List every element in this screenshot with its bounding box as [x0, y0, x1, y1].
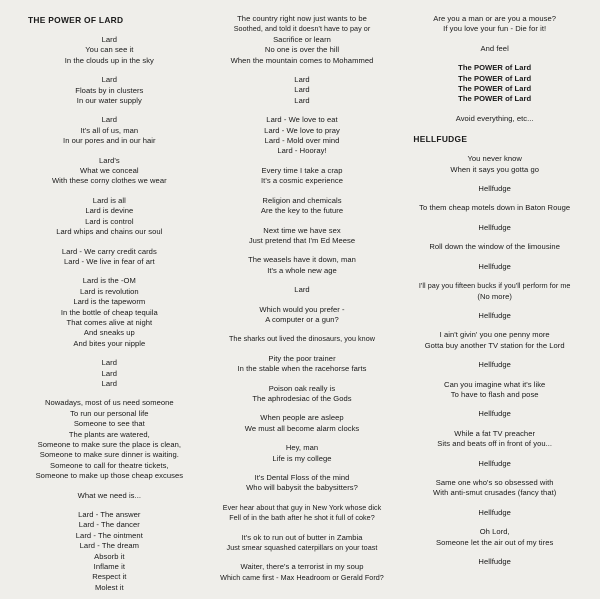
lyric-line: Lard: [294, 75, 310, 85]
lyric-line: Fell of in the bath after he shot it full of coke?: [229, 513, 375, 523]
lyric-line: Absorb it: [94, 551, 125, 561]
lyric-stanza: [403, 14, 586, 35]
lyric-line: Waiter, there's a terrorist in my soup: [240, 562, 364, 572]
lyric-line: Oh Lord,: [479, 527, 510, 537]
lyric-line: It's a cosmic experience: [261, 176, 343, 186]
lyric-stanza: [211, 533, 394, 554]
lyric-stanza: [211, 413, 394, 434]
lyric-line: Hellfudge: [478, 222, 511, 232]
lyric-line: Hellfudge: [478, 261, 511, 271]
section-heading: HELLFUDGE: [413, 134, 468, 145]
lyric-stanza: [211, 196, 394, 217]
lyric-line: In the clouds up in the sky: [64, 55, 154, 65]
lyric-stanza: [18, 398, 201, 481]
lyric-line: Lard: [101, 378, 118, 388]
lyric-line: Lard: [101, 115, 118, 125]
lyric-stanza: [18, 196, 201, 238]
lyrics-column-1: [14, 14, 201, 592]
lyric-stanza: [211, 562, 394, 583]
lyric-line: It's ok to run out of butter in Zambia: [241, 532, 363, 542]
lyric-stanza: [18, 115, 201, 146]
lyric-line: The POWER of Lard: [458, 73, 532, 83]
lyric-line: With anti-smut crusades (fancy that): [433, 488, 557, 498]
lyric-line: That comes alive at night: [66, 317, 153, 327]
lyric-line: Lard: [101, 358, 118, 368]
lyric-line: The POWER of Lard: [458, 84, 532, 94]
lyric-stanza: [211, 473, 394, 494]
lyric-stanza: [403, 429, 586, 450]
lyric-line: With these corny clothes we wear: [51, 176, 167, 186]
lyric-line: Lard is devine: [85, 206, 134, 216]
lyric-stanza: [403, 114, 586, 124]
lyric-line: Lard: [101, 35, 118, 44]
lyric-line: Lard: [101, 75, 118, 85]
lyric-line: Gotta buy another TV station for the Lord: [424, 340, 565, 350]
lyric-stanza: [211, 75, 394, 106]
lyric-line: Just smear squashed caterpillars on your toast: [226, 543, 378, 553]
lyric-line: We must all become alarm clocks: [244, 423, 360, 433]
lyric-line: Which would you prefer -: [259, 304, 345, 314]
lyric-line: Lard - Mold over mind: [264, 136, 340, 146]
lyric-line: It's Dental Floss of the mind: [254, 473, 350, 482]
lyric-line: Someone to make up those cheap excuses: [35, 471, 184, 481]
lyric-line: The plants are watered,: [68, 429, 150, 439]
lyric-stanza: [211, 14, 394, 66]
lyric-line: Someone let the air out of my tires: [435, 537, 554, 547]
lyric-line: Hellfudge: [478, 184, 511, 194]
lyric-line: When the mountain comes to Mohammed: [230, 55, 374, 65]
lyric-line: Hellfudge: [478, 409, 511, 419]
lyric-stanza: [403, 330, 586, 351]
lyric-line: Roll down the window of the limousine: [429, 242, 560, 252]
lyric-line: Someone to make sure dinner is waiting.: [39, 450, 179, 460]
lyric-line: In our water supply: [76, 96, 142, 106]
lyric-stanza: [403, 459, 586, 469]
lyric-line: Someone to make sure the place is clean,: [37, 440, 182, 449]
lyric-stanza: [18, 247, 201, 268]
lyric-stanza: [403, 184, 586, 194]
lyric-line: Lard: [294, 285, 310, 295]
lyric-line: The country right now just wants to be: [237, 14, 367, 23]
lyric-stanza: [18, 276, 201, 349]
lyric-line: Hellfudge: [478, 458, 511, 468]
lyric-stanza: [403, 380, 586, 401]
lyric-line: Hellfudge: [478, 310, 511, 320]
lyric-line: Lard is all: [92, 195, 126, 205]
lyric-line: Lard - We carry credit cards: [61, 246, 157, 256]
lyric-line: Lard - The dancer: [78, 520, 140, 530]
lyric-line: Poison oak really is: [268, 383, 336, 393]
lyric-line: In the stable when the racehorse farts: [237, 364, 367, 374]
lyric-line: Lard - The dream: [79, 541, 139, 551]
lyric-stanza: [403, 557, 586, 567]
lyric-stanza: [403, 478, 586, 499]
lyric-line: (No more): [477, 291, 512, 301]
lyric-stanza: [211, 285, 394, 295]
lyric-line: Life is my college: [272, 453, 332, 463]
lyric-line: Lard - We love to eat: [266, 115, 338, 125]
lyric-line: Inflame it: [93, 562, 125, 572]
lyric-line: When people are asleep: [260, 413, 344, 423]
lyric-line: Lard - We love to pray: [264, 125, 340, 135]
lyric-line: Lard whips and chains our soul: [56, 227, 163, 237]
lyric-line: While a fat TV preacher: [454, 428, 536, 438]
lyric-line: Every time I take a crap: [261, 165, 343, 175]
lyric-stanza: [211, 305, 394, 326]
lyric-stanza: [403, 154, 586, 175]
lyric-stanza: [403, 360, 586, 370]
lyric-line: What we conceal: [80, 166, 139, 176]
lyric-line: A computer or a gun?: [265, 314, 339, 324]
lyric-line: Soothed, and told it doesn't have to pay or: [233, 24, 371, 34]
lyric-line: Lard - We live in fear of art: [63, 256, 155, 266]
lyric-stanza: [211, 443, 394, 464]
lyric-stanza: [403, 409, 586, 419]
lyric-line: Are you a man or are you a mouse?: [433, 14, 557, 23]
lyric-stanza: [403, 203, 586, 213]
lyric-line: And feel: [480, 43, 509, 53]
lyric-line: Next time we have sex: [263, 225, 341, 235]
lyric-line: And bites your nipple: [73, 338, 146, 348]
lyric-line: Lard is control: [85, 216, 134, 226]
lyric-line: In our pores and in our hair: [63, 136, 156, 146]
lyric-line: I ain't givin' you one penny more: [439, 330, 550, 340]
lyric-stanza: [211, 226, 394, 247]
lyric-line: Same one who's so obsessed with: [435, 477, 554, 487]
lyric-stanza: [403, 223, 586, 233]
lyric-line: Ever hear about that guy in New York whose dick: [222, 502, 382, 512]
lyric-line: Lard is the tapeworm: [73, 297, 146, 307]
lyric-stanza: [403, 311, 586, 321]
lyric-line: Lard: [294, 95, 310, 105]
lyric-line: The POWER of Lard: [458, 63, 532, 73]
lyric-line: The sharks out lived the dinosaurs, you know: [228, 334, 376, 344]
lyric-line: No one is over the hill: [264, 45, 340, 55]
lyric-stanza: [211, 255, 394, 276]
lyrics-column-3: [403, 14, 586, 589]
lyric-stanza: [18, 358, 201, 389]
lyric-line: To run our personal life: [70, 408, 149, 418]
lyric-stanza: [211, 503, 394, 524]
lyric-stanza: [403, 281, 586, 302]
lyric-line: The weasels have it down, man: [248, 255, 356, 265]
lyric-line: Which came first - Max Headroom or Gerald Ford?: [220, 572, 384, 582]
lyric-line: Lard is the -OM: [82, 276, 136, 286]
lyrics-column-2: [211, 14, 394, 589]
lyric-line: Respect it: [92, 572, 127, 582]
lyric-line: When it says you gotta go: [450, 164, 539, 174]
lyric-stanza: [18, 510, 201, 593]
lyric-line: Lard - Hooray!: [277, 146, 327, 156]
section-heading: THE POWER OF LARD: [28, 15, 124, 25]
lyric-stanza: [403, 44, 586, 54]
lyric-line: Hellfudge: [478, 557, 511, 566]
lyric-line: Lard: [294, 85, 310, 95]
lyric-line: Sits and beats off in front of you...: [437, 439, 553, 449]
lyric-line: It's all of us, man: [80, 125, 139, 135]
lyric-stanza: [403, 508, 586, 518]
lyric-line: Lard is revolution: [79, 286, 139, 296]
lyric-stanza: [403, 63, 586, 105]
lyric-line: Nowadays, most of us need someone: [44, 398, 174, 408]
lyric-line: And sneaks up: [83, 328, 135, 338]
lyric-line: Just pretend that I'm Ed Meese: [248, 235, 356, 245]
lyric-line: Hey, man: [285, 443, 319, 453]
lyric-line: Hellfudge: [478, 360, 511, 370]
lyric-line: The aphrodesiac of the Gods: [252, 393, 352, 403]
lyric-line: Can you imagine what it's like: [444, 379, 546, 389]
lyric-stanza: [211, 166, 394, 187]
lyric-stanza: [403, 527, 586, 548]
lyric-line: Are the key to the future: [260, 206, 344, 216]
lyric-stanza: [211, 334, 394, 344]
lyric-line: It's a whole new age: [267, 265, 337, 275]
lyric-stanza: [211, 354, 394, 375]
lyric-line: In the bottle of cheap tequila: [60, 307, 158, 317]
lyric-stanza: [18, 156, 201, 187]
lyric-line: Pity the poor trainer: [268, 353, 336, 363]
lyric-line: Lard - The answer: [78, 510, 141, 520]
lyric-line: Lard: [101, 368, 118, 378]
lyric-line: Floats by in clusters: [75, 85, 144, 95]
lyric-line: Avoid everything, etc...: [455, 113, 534, 123]
lyric-line: Molest it: [94, 582, 124, 592]
lyric-line: If you love your fun - Die for it!: [443, 24, 547, 34]
lyric-stanza: [403, 242, 586, 252]
lyric-stanza: [18, 491, 201, 501]
lyric-line: I'll pay you fifteen bucks if you'll perform for me: [418, 281, 571, 291]
lyric-stanza: [18, 35, 201, 66]
lyric-stanza: [211, 115, 394, 157]
lyric-line: Lard - The ointment: [75, 530, 143, 540]
lyric-line: What we need is...: [77, 490, 142, 500]
lyric-line: To them cheap motels down in Baton Rouge: [419, 203, 571, 213]
lyric-line: Hellfudge: [478, 507, 511, 517]
lyric-line: Who will babysit the babysitters?: [246, 483, 358, 493]
lyric-line: The POWER of Lard: [458, 94, 532, 104]
lyric-line: Lard's: [98, 155, 120, 165]
lyric-line: Sacrifice or learn: [273, 34, 331, 44]
lyric-stanza: [403, 262, 586, 272]
lyric-line: You can see it: [85, 45, 134, 55]
lyric-line: Someone to call for theatre tickets,: [49, 460, 169, 470]
lyric-stanza: [18, 75, 201, 106]
lyric-line: To have to flash and pose: [450, 389, 539, 399]
lyric-stanza: [211, 384, 394, 405]
lyric-line: You never know: [467, 154, 522, 164]
lyric-line: Someone to see that: [73, 419, 145, 429]
lyric-line: Religion and chemicals: [262, 195, 342, 205]
